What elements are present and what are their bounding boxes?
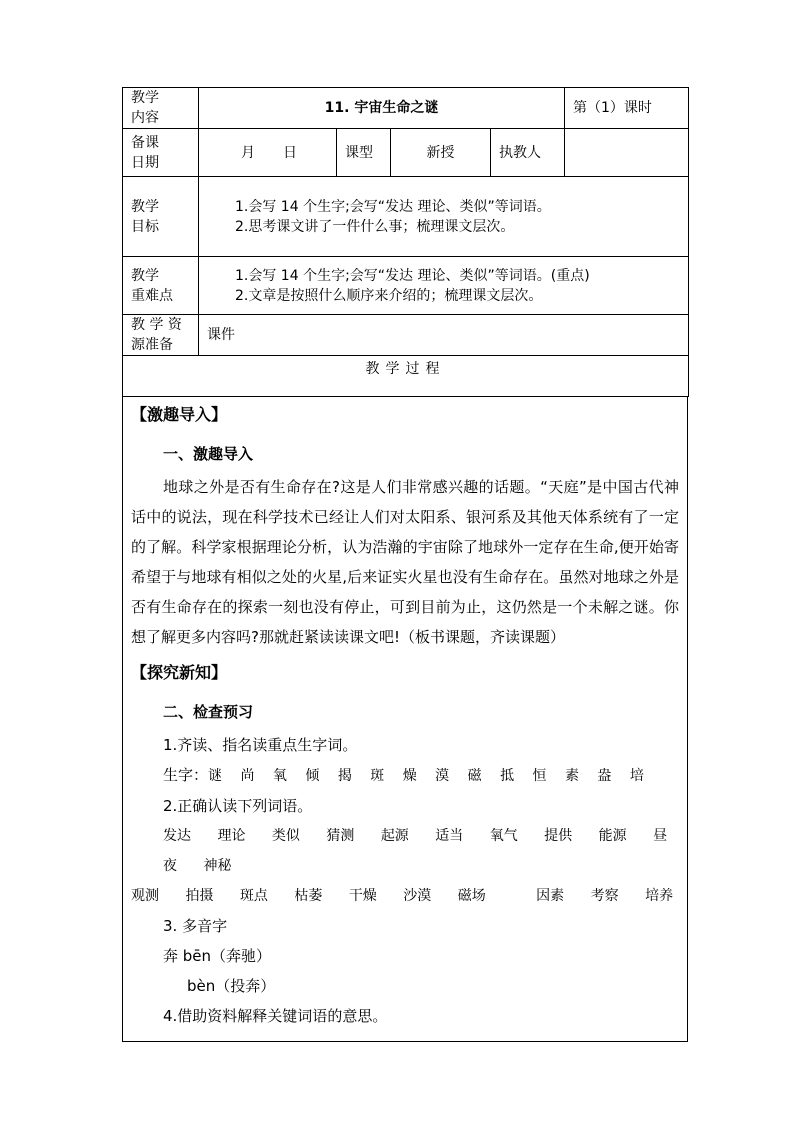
vocab-word: 观测 bbox=[131, 888, 159, 904]
section-heading-explore: 【探究新知】 bbox=[131, 663, 228, 682]
vocab-word: 氧气 bbox=[489, 828, 518, 844]
section-heading-intro: 【激趣导入】 bbox=[131, 405, 228, 424]
vocab-word: 能源 bbox=[598, 828, 627, 844]
preview-item-3: 3. 多音字 bbox=[163, 917, 228, 935]
goals-content bbox=[199, 177, 689, 257]
lesson-header-table bbox=[122, 87, 689, 397]
resource-label: 教 学 资 源准备 bbox=[123, 315, 199, 356]
key-point-item: 1.会写 14 个生字;会写“发达 理论、类似”等词语。(重点) bbox=[235, 267, 590, 284]
lesson-process-box bbox=[122, 396, 688, 1042]
teacher-label: 执教人 bbox=[491, 129, 565, 177]
resource-value: 课件 bbox=[199, 315, 689, 356]
vocab-word: 昼夜 bbox=[163, 828, 668, 874]
vocab-word: 沙漠 bbox=[403, 888, 432, 904]
goals-label: 教学 目标 bbox=[123, 177, 199, 257]
vocab-row-1 bbox=[131, 821, 679, 881]
preview-item-4: 4.借助资料解释关键词语的意思。 bbox=[163, 1007, 388, 1025]
process-title: 教学过程 bbox=[123, 356, 689, 397]
vocab-word: 神秘 bbox=[203, 858, 232, 874]
new-characters: 谜 尚 氧 倾 揭 斑 燥 漠 磁 抵 恒 素 盎 培 bbox=[208, 768, 651, 784]
subheading-preview: 二、检查预习 bbox=[163, 703, 254, 721]
lesson-number: 第（1）课时 bbox=[565, 88, 689, 129]
preview-item-2: 2.正确认读下列词语。 bbox=[163, 797, 313, 815]
key-points-label: 教学 重难点 bbox=[123, 257, 199, 315]
type-value: 新授 bbox=[391, 129, 491, 177]
vocab-word: 斑点 bbox=[239, 888, 268, 904]
vocab-word: 提供 bbox=[544, 828, 573, 844]
vocab-row-2 bbox=[131, 881, 679, 911]
vocab-word: 理论 bbox=[217, 828, 246, 844]
vocab-word: 发达 bbox=[163, 828, 191, 844]
date-label: 备课 日期 bbox=[123, 129, 199, 177]
vocab-word: 猜测 bbox=[326, 828, 355, 844]
lesson-process-content bbox=[131, 402, 679, 1031]
vocab-word: 类似 bbox=[271, 828, 300, 844]
vocab-word: 起源 bbox=[380, 828, 409, 844]
vocab-word: 枯萎 bbox=[294, 888, 323, 904]
lesson-title: 11. 宇宙生命之谜 bbox=[199, 88, 565, 129]
vocab-word: 考察 bbox=[590, 888, 619, 904]
intro-paragraph: 地球之外是否有生命存在?这是人们非常感兴趣的话题。“天庭”是中国古代神话中的说法，现在科学技术已经让人们对太阳系、银河系及其他天体系统有了一定的了解。科学家根据理论分析，认为浩瀚的宇宙除了地球外一定存在生命,便开始寄希望于与地球有相似之处的火星,后来证实火星也没有生命存在。虽然对地球之外是否有生命存在的探索一刻也没有停止，可到目前为止，这仍然是一个未解之谜。你想了解更多内容吗?那就赶紧读读课文吧!（板书课题，齐读课题） bbox=[131, 478, 679, 646]
key-points-content bbox=[199, 257, 689, 315]
content-label: 教学 内容 bbox=[123, 88, 199, 129]
key-point-item: 2.文章是按照什么顺序来介绍的；梳理课文层次。 bbox=[235, 287, 543, 304]
vocab-word: 因素 bbox=[536, 888, 565, 904]
new-characters-line bbox=[131, 760, 679, 791]
polyphone-line-2: bèn（投奔） bbox=[187, 977, 276, 995]
vocab-word: 拍摄 bbox=[185, 888, 214, 904]
vocab-word: 适当 bbox=[435, 828, 464, 844]
polyphone-line-1: 奔 bēn（奔驰） bbox=[163, 947, 272, 965]
subheading-intro: 一、激趣导入 bbox=[163, 445, 254, 463]
type-label: 课型 bbox=[337, 129, 391, 177]
vocab-word: 培养 bbox=[645, 888, 674, 904]
new-characters-label: 生字： bbox=[163, 766, 209, 784]
preview-item-1: 1.齐读、指名读重点生字词。 bbox=[163, 736, 358, 754]
date-value: 月 日 bbox=[199, 129, 337, 177]
vocab-word: 磁场 bbox=[457, 888, 486, 904]
goal-item: 1.会写 14 个生字;会写“发达 理论、类似”等词语。 bbox=[235, 198, 551, 215]
goal-item: 2.思考课文讲了一件什么事；梳理课文层次。 bbox=[235, 218, 515, 235]
vocab-word: 干燥 bbox=[348, 888, 377, 904]
teacher-value bbox=[565, 129, 689, 177]
